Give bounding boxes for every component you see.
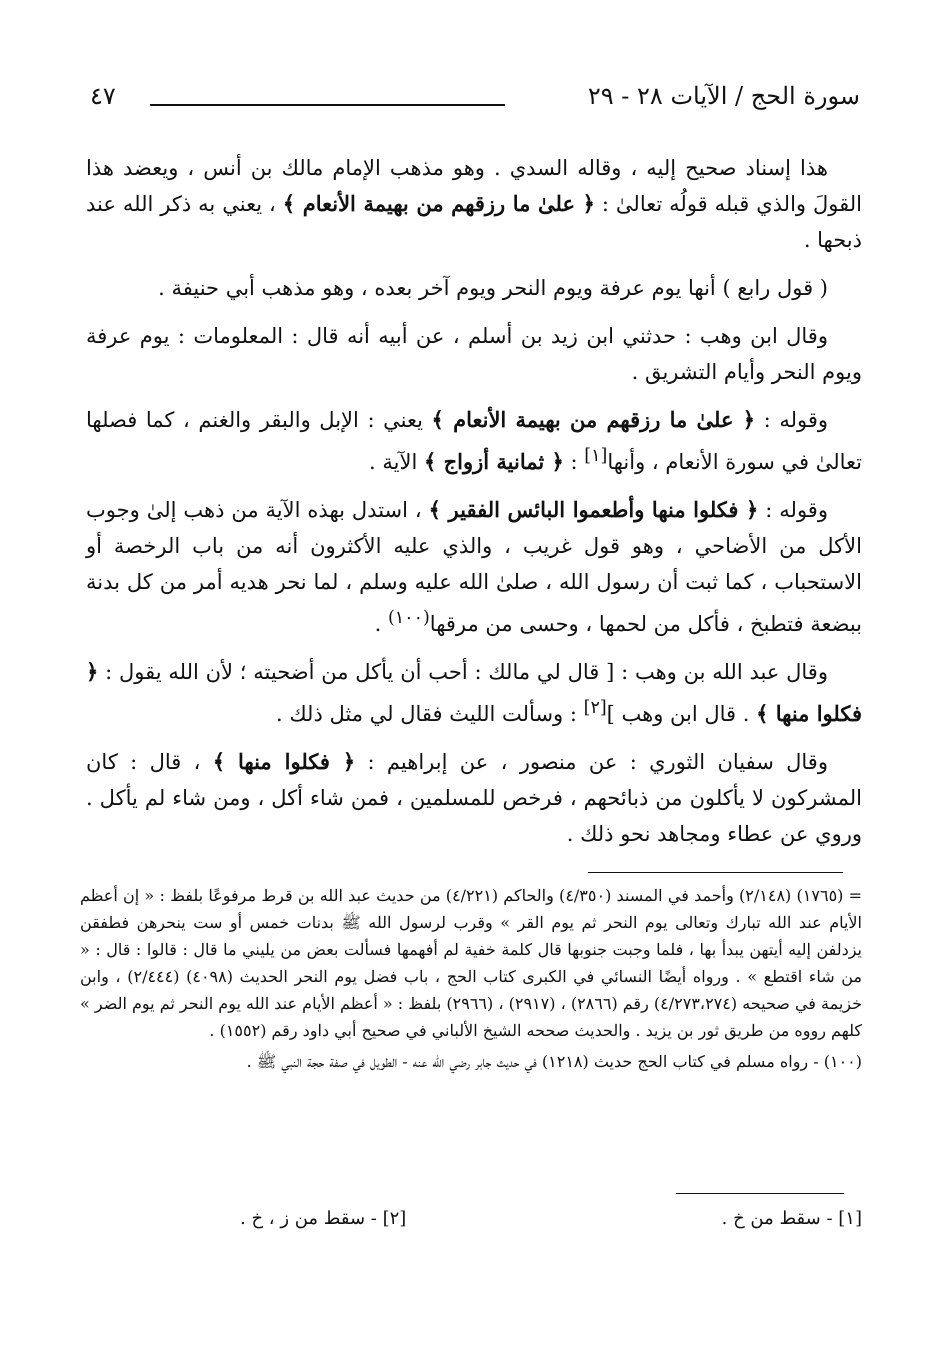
text-run: وقوله :: [758, 498, 828, 522]
header-rule: [150, 104, 505, 106]
text-run: وقوله :: [755, 408, 829, 432]
footnote-separator: [588, 872, 843, 873]
editor-notes: [200, 1208, 862, 1238]
page-number: ٤٧: [90, 82, 116, 110]
footnotes: [80, 882, 862, 1079]
paragraph-5: [86, 492, 862, 642]
text-run: . قال ابن وهب ]: [606, 702, 757, 726]
paragraph-7: [86, 744, 862, 852]
main-text: [86, 150, 862, 864]
text-run: الآية .: [369, 450, 424, 474]
text-run: ، قال : كان المشركون لا يأكلون من ذبائحهم ، فرخص للمسلمين ، فمن شاء أكل ، ومن شاء لم يأكل . وروي عن عطاء ومجاهد نحو ذلك .: [86, 750, 862, 846]
text-run: : وسألت الليث فقال لي مثل ذلك .: [276, 702, 584, 726]
paragraph-6: [86, 654, 862, 732]
quran-quote: ﴿ علىٰ ما رزقهم من بهيمة الأنعام ﴾: [431, 407, 756, 432]
text-run: وقال ابن وهب : حدثني ابن زيد بن أسلم ، عن أبيه أنه قال : المعلومات : يوم عرفة ويوم النحر وأيام التشريق .: [86, 324, 862, 384]
footnote-ref: (١٠٠): [387, 608, 430, 628]
editor-note-ref: [١]: [584, 446, 608, 466]
quran-quote: ﴿ ثمانية أزواج ﴾: [423, 449, 564, 474]
text-run: وقال سفيان الثوري : عن منصور ، عن إبراهيم :: [355, 750, 828, 774]
editor-note-ref: [٢]: [583, 698, 607, 718]
text-run: ، استدل بهذه الآية من ذهب إلىٰ وجوب الأكل من الأضاحي ، وهو قول غريب ، والذي عليه الأكثرون أنه من باب الرخصة أو الاستحباب ، كما ثبت أن رسول الله ، صلىٰ الله عليه وسلم ، لما نحر هديه أمر من كل بدنة ببضعة فتطبخ ، فأكل من لحمها ، وحسى من مرقها: [86, 498, 862, 636]
paragraph-1: [86, 150, 862, 258]
text-run: ، يعني به ذكر الله عند ذبحها .: [86, 192, 862, 252]
editor-notes-separator: [676, 1193, 844, 1194]
paragraph-3: [86, 318, 862, 390]
editor-note-1: [١] - سقط من خ .: [721, 1208, 862, 1229]
quran-quote: ﴿ فكلوا منها ﴾: [212, 749, 356, 774]
quran-quote: ﴿ فكلوا منها ﴾: [86, 659, 862, 726]
text-run: ( قول رابع ) أنها يوم عرفة ويوم النحر ويوم آخر بعده ، وهو مذهب أبي حنيفة .: [158, 276, 828, 300]
footnote-100: (١٠٠) - رواه مسلم في كتاب الحج حديث (١٢١٨) في حديث جابر رضي الله عنه - الطويل في صفة حجة النبي ﷺ .: [246, 1052, 862, 1071]
paragraph-4: [86, 402, 862, 480]
text-run: هذا إسناد صحيح إليه ، وقاله السدي . وهو مذهب الإمام مالك بن أنس ، ويعضد هذا القولَ والذي قبله قولُه تعالىٰ :: [86, 156, 862, 216]
text-run: يعني : الإبل والبقر والغنم ، كما فصلها تعالىٰ في سورة الأنعام ، وأنها: [86, 408, 862, 474]
footnote-continued: = (١٧٦٥) (٢/١٤٨) وأحمد في المسند (٤/٣٥٠) والحاكم (٤/٢٢١) من حديث عبد الله بن قرط مرفوعًا بلفظ : « إن أعظم الأيام عند الله تبارك وتعالى يوم النحر ثم يوم القر » وقرب لرسول الله ﷺ بدنات خمس أو ست ينحرهن فطفقن يزدلفن إليه أيتهن يبدأ بها ، فلما وجبت جنوبها قال كلمة خفية لم أفهمها فسألت بعض من يليني ما قال : قالوا : قال : « من شاء اقتطع » . ورواه أيضًا النسائي في الكبرى كتاب الحج ، باب فضل يوم النحر الحديث (٤٠٩٨) (٢/٤٤٤) ، وابن خزيمة في صحيحه (٤/٢٧٣،٢٧٤) رقم (٢٨٦٦) ، (٢٩١٧) ، (٢٩٦٦) بلفظ : « أعظم الأيام عند الله يوم النحر ثم يوم الضر » كلهم رووه من طريق ثور بن يزيد . والحديث صححه الشيخ الألباني في صحيح أبي داود رقم (١٥٥٢) .: [80, 886, 863, 1040]
quran-quote: ﴿ فكلوا منها وأطعموا البائس الفقير ﴾: [428, 497, 759, 522]
text-run: .: [374, 612, 388, 636]
running-header: [90, 82, 860, 122]
text-run: :: [563, 450, 585, 474]
paragraph-2: [86, 270, 862, 306]
quran-quote: ﴿ علىٰ ما رزقهم من بهيمة الأنعام ﴾: [282, 191, 595, 216]
editor-note-2: [٢] - سقط من ز ، خ .: [240, 1208, 407, 1229]
text-run: وقال عبد الله بن وهب : [ قال لي مالك : أحب أن يأكل من أضحيته ؛ لأن الله يقول :: [98, 660, 828, 684]
header-title: سورة الحج / الآيات ٢٨ - ٢٩: [587, 82, 860, 110]
